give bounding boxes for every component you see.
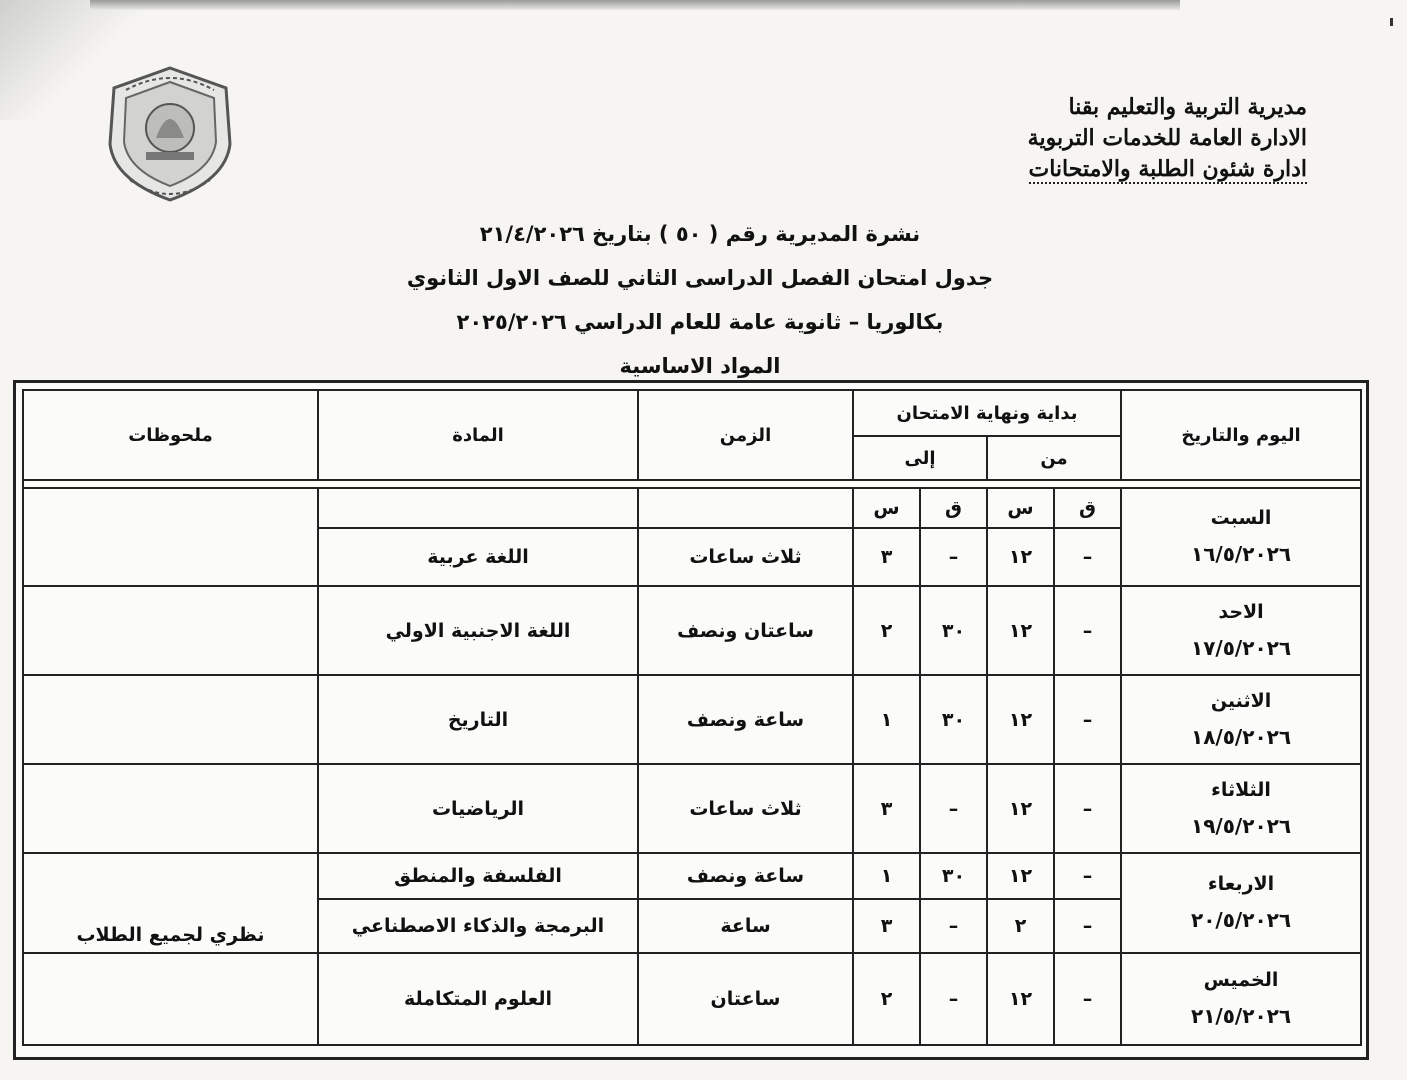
document-titles [300,212,1100,388]
header-day-date: اليوم والتاريخ [1121,390,1361,480]
subject: الفلسفة والمنطق [318,853,638,899]
org-line-1: مديرية التربية والتعليم بقنا [1068,94,1307,120]
day-date: ٢٠/٥/٢٠٢٦ [1191,908,1292,932]
to-hour: ١ [853,853,920,899]
day-cell [1121,675,1361,764]
to-hour: ٢ [853,953,920,1045]
unit-to-hour: س [853,488,920,528]
unit-from-hour: س [987,488,1054,528]
header-duration: الزمن [638,390,853,480]
title-line-1: جدول امتحان الفصل الدراسى الثاني للصف الاول الثانوي [406,266,994,290]
to-minute: ٣٠ [920,675,987,764]
scan-shadow-top [90,0,1180,10]
to-minute: – [920,953,987,1045]
duration: ساعتان [638,953,853,1045]
duration: ساعتان ونصف [638,586,853,675]
duration: ساعة [638,899,853,953]
day-name: السبت [1210,507,1272,529]
day-name: الخميس [1203,969,1279,991]
subject: اللغة عربية [318,528,638,586]
from-minute: – [1054,528,1121,586]
duration: ساعة ونصف [638,675,853,764]
to-hour: ٣ [853,764,920,853]
header-subject: المادة [318,390,638,480]
to-hour: ١ [853,675,920,764]
bulletin-line: نشرة المديرية رقم ( ٥٠ ) بتاريخ ٢١/٤/٢٠٢٦ [479,222,921,246]
day-name: الاثنين [1210,689,1272,712]
from-minute: – [1054,853,1121,899]
day-date: ١٦/٥/٢٠٢٦ [1191,542,1292,566]
subject: البرمجة والذكاء الاصطناعي [318,899,638,953]
from-minute: – [1054,764,1121,853]
from-hour: ١٢ [987,675,1054,764]
day-name: الثلاثاء [1211,778,1271,801]
empty-cell [638,488,853,528]
title-line-2: بكالوريا – ثانوية عامة للعام الدراسي ٢٠٢٥/٢٠٢٦ [456,310,944,334]
day-name: الاربعاء [1207,873,1275,895]
to-minute: – [920,528,987,586]
org-line-2: الادارة العامة للخدمات التربوية [1027,125,1307,151]
header-exam-span: بداية ونهاية الامتحان [853,390,1121,436]
subject: اللغة الاجنبية الاولي [318,586,638,675]
notes-cell [23,953,318,1045]
to-minute: ٣٠ [920,853,987,899]
header-from: من [987,436,1121,480]
notes-cell [23,488,318,586]
table-row [23,675,1361,764]
from-minute: – [1054,586,1121,675]
from-hour: ٢ [987,899,1054,953]
day-date: ١٧/٥/٢٠٢٦ [1191,635,1292,660]
day-date: ١٩/٥/٢٠٢٦ [1191,813,1292,838]
header-to: إلى [853,436,987,480]
duration: ساعة ونصف [638,853,853,899]
spacer-row [23,480,1361,488]
from-minute: – [1054,675,1121,764]
from-hour: ١٢ [987,953,1054,1045]
from-hour: ١٢ [987,764,1054,853]
from-hour: ١٢ [987,528,1054,586]
notes-cell [23,675,318,764]
day-date: ٢١/٥/٢٠٢٦ [1191,1004,1292,1028]
exam-schedule-table [22,389,1362,1046]
organization-header [947,92,1307,185]
from-minute: – [1054,953,1121,1045]
subject: العلوم المتكاملة [318,953,638,1045]
day-date: ١٨/٥/٢٠٢٦ [1191,724,1292,749]
to-minute: – [920,899,987,953]
page-mark [1390,18,1393,26]
to-minute: – [920,764,987,853]
empty-cell [318,488,638,528]
day-cell [1121,488,1361,586]
notes-cell: نظري لجميع الطلاب [23,853,318,953]
to-hour: ٢ [853,586,920,675]
from-hour: ١٢ [987,853,1054,899]
ministry-emblem-icon [96,60,244,208]
unit-from-minute: ق [1054,488,1121,528]
duration: ثلاث ساعات [638,528,853,586]
day-name: الاحد [1218,600,1264,623]
from-minute: – [1054,899,1121,953]
from-hour: ١٢ [987,586,1054,675]
day-cell [1121,764,1361,853]
subject: التاريخ [318,675,638,764]
org-line-3: ادارة شئون الطلبة والامتحانات [1028,156,1307,182]
title-line-3: المواد الاساسية [619,354,781,378]
day-cell [1121,853,1361,953]
header-notes: ملحوظات [23,390,318,480]
table-row [23,953,1361,1045]
notes-cell [23,586,318,675]
day-cell [1121,953,1361,1045]
table-row [23,764,1361,853]
duration: ثلاث ساعات [638,764,853,853]
to-minute: ٣٠ [920,586,987,675]
subject: الرياضيات [318,764,638,853]
notes-cell [23,764,318,853]
table-row [23,853,1361,899]
units-row [23,488,1361,528]
to-hour: ٣ [853,899,920,953]
table-row [23,586,1361,675]
day-cell [1121,586,1361,675]
to-hour: ٣ [853,528,920,586]
unit-to-minute: ق [920,488,987,528]
